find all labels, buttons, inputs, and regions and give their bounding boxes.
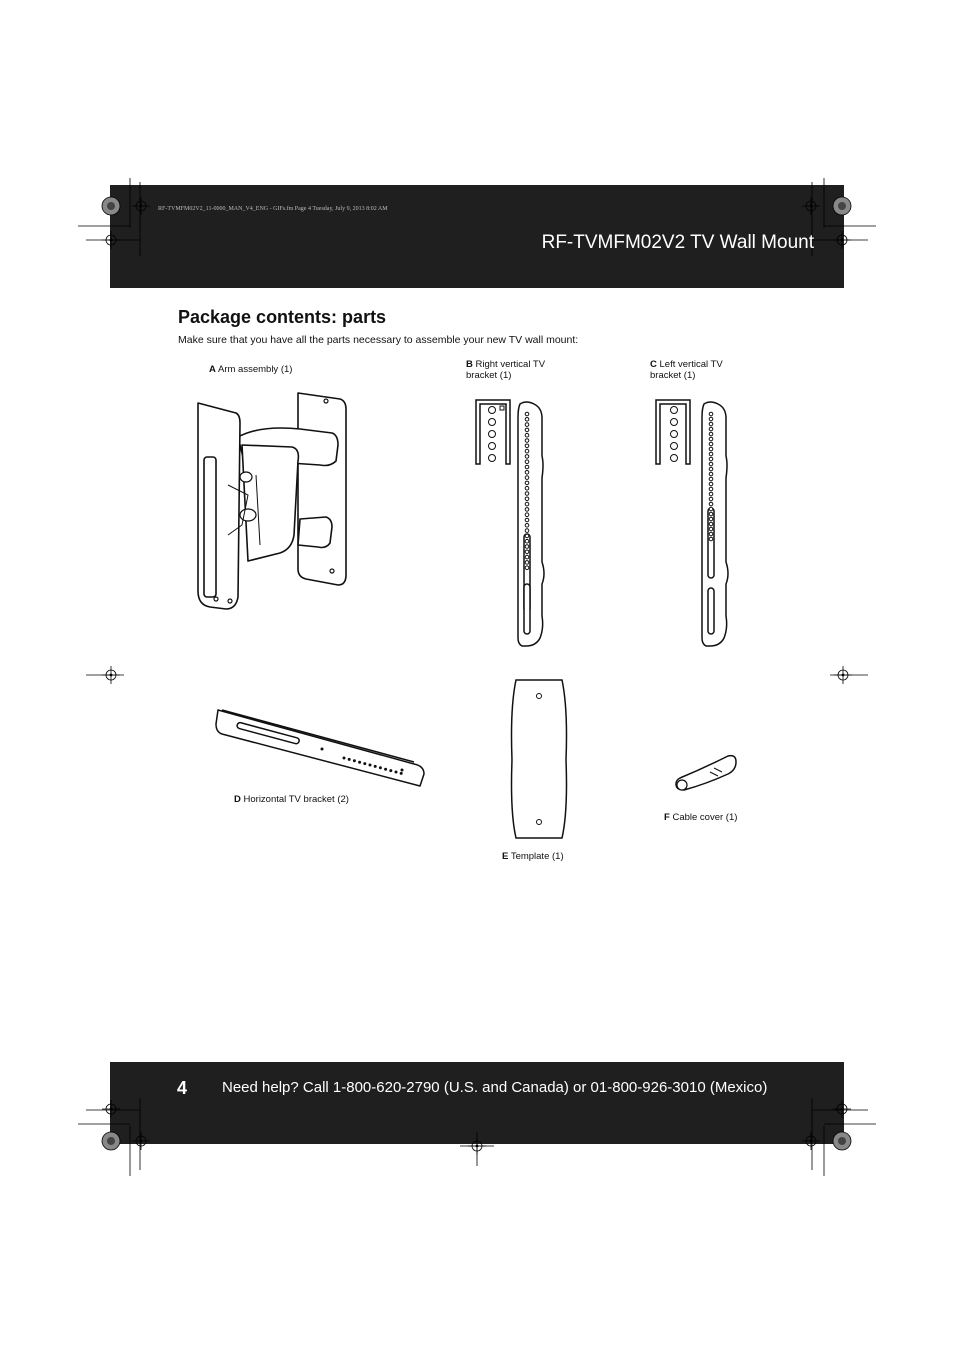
caption-part-d — [234, 794, 349, 805]
part-e-letter: E — [502, 851, 509, 862]
registration-target-icon — [102, 1132, 120, 1150]
help-line: Need help? Call 1-800-620-2790 (U.S. and Canada) or 01-800-926-3010 (Mexico) — [222, 1079, 768, 1096]
part-e-text: Template (1) — [510, 851, 564, 862]
registration-target-icon — [102, 666, 120, 684]
part-c-line2: bracket (1) — [650, 370, 696, 381]
page-header-title: RF-TVMFM02V2 TV Wall Mount — [541, 232, 814, 253]
part-b-line1: Right vertical TV — [475, 359, 546, 370]
part-a-letter: A — [209, 364, 216, 375]
caption-part-a — [209, 364, 292, 375]
horizontal-bracket-illustration — [214, 706, 430, 790]
print-slug: RF-TVMFM02V2_11-0000_MAN_V4_ENG - GIFs.fm Page 4 Tuesday, July 9, 2013 8:02 AM — [158, 206, 388, 212]
registration-target-icon — [102, 197, 120, 215]
section-intro: Make sure that you have all the parts necessary to assemble your new TV wall mount: — [178, 334, 579, 346]
cable-cover-illustration — [674, 750, 740, 794]
page-number: 4 — [177, 1078, 188, 1098]
caption-part-c — [650, 359, 723, 381]
registration-target-icon — [468, 1137, 486, 1155]
template-illustration — [508, 678, 570, 842]
caption-part-e — [502, 851, 564, 862]
registration-target-icon — [132, 197, 150, 215]
part-a-text: Arm assembly (1) — [218, 364, 293, 375]
caption-part-f — [664, 812, 737, 823]
part-f-text: Cable cover (1) — [672, 812, 738, 823]
section-title: Package contents: parts — [178, 307, 387, 327]
registration-target-icon — [833, 231, 851, 249]
part-c-line1: Left vertical TV — [659, 359, 723, 370]
registration-target-icon — [833, 1100, 851, 1118]
registration-target-icon — [802, 197, 820, 215]
left-vertical-bracket-illustration — [654, 398, 734, 654]
registration-target-icon — [802, 1132, 820, 1150]
registration-target-icon — [102, 1100, 120, 1118]
arm-assembly-illustration — [190, 385, 360, 620]
part-f-letter: F — [664, 812, 670, 823]
right-vertical-bracket-illustration — [470, 398, 550, 654]
registration-target-icon — [132, 1132, 150, 1150]
registration-target-icon — [833, 197, 851, 215]
part-b-letter: B — [466, 359, 473, 370]
part-c-letter: C — [650, 359, 657, 370]
part-d-text: Horizontal TV bracket (2) — [243, 794, 349, 805]
registration-target-icon — [834, 666, 852, 684]
registration-target-icon — [102, 231, 120, 249]
part-b-line2: bracket (1) — [466, 370, 512, 381]
caption-part-b — [466, 359, 545, 381]
registration-target-icon — [833, 1132, 851, 1150]
part-d-letter: D — [234, 794, 241, 805]
